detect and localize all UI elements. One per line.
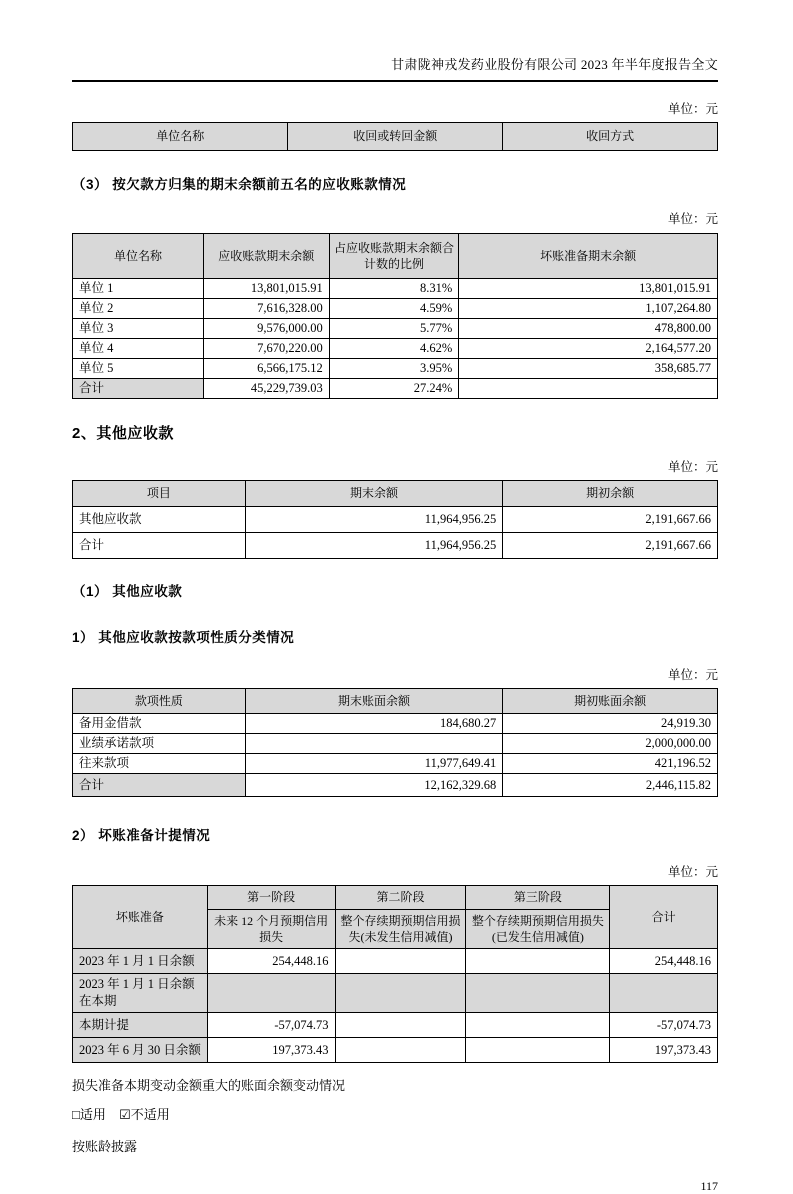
cell: 254,448.16 xyxy=(207,949,335,974)
cell: 2,446,115.82 xyxy=(503,774,718,797)
header-cell: 坏账准备期末余额 xyxy=(459,234,718,279)
table-row xyxy=(73,974,718,1013)
table-row xyxy=(73,949,718,974)
note-aging-disclosure: 按账龄披露 xyxy=(72,1139,138,1154)
cell xyxy=(466,974,610,1013)
unit-label: 单位：元 xyxy=(667,865,718,879)
table-header-row xyxy=(73,481,718,507)
cell xyxy=(335,974,466,1013)
cell: 8.31% xyxy=(329,279,459,299)
top5-receivables-table xyxy=(72,233,718,399)
row-label-cell: 单位 5 xyxy=(73,359,204,379)
cell xyxy=(207,974,335,1013)
row-label-cell: 单位 3 xyxy=(73,319,204,339)
cell: 2,191,667.66 xyxy=(503,533,718,559)
cell: -57,074.73 xyxy=(207,1013,335,1038)
unit-label: 单位：元 xyxy=(667,102,718,116)
cell: 2,164,577.20 xyxy=(459,339,718,359)
cell: 24,919.30 xyxy=(503,714,718,734)
row-label-cell: 合计 xyxy=(73,774,246,797)
not-applicable-checkbox-checked: ☑不适用 xyxy=(119,1107,170,1122)
table-row xyxy=(73,507,718,533)
cell: 358,685.77 xyxy=(459,359,718,379)
cell xyxy=(335,1013,466,1038)
header-cell: 第二阶段 xyxy=(335,886,466,910)
header-cell-corner: 坏账准备 xyxy=(73,886,208,949)
cell: 4.62% xyxy=(329,339,459,359)
table-header-row xyxy=(73,689,718,714)
header-cell: 款项性质 xyxy=(73,689,246,714)
cell: 11,964,956.25 xyxy=(245,507,502,533)
header-cell: 应收账款期末余额 xyxy=(203,234,329,279)
cell xyxy=(466,1013,610,1038)
cell: 13,801,015.91 xyxy=(203,279,329,299)
header-cell: 第一阶段 xyxy=(207,886,335,910)
header-cell: 整个存续期预期信用损失(已发生信用减值) xyxy=(466,910,610,949)
cell: 7,670,220.00 xyxy=(203,339,329,359)
cell: 3.95% xyxy=(329,359,459,379)
header-cell: 整个存续期预期信用损失(未发生信用减值) xyxy=(335,910,466,949)
cell: 13,801,015.91 xyxy=(459,279,718,299)
table-header-row xyxy=(73,234,718,279)
header-cell: 期末余额 xyxy=(245,481,502,507)
table-header-row xyxy=(73,123,718,151)
row-label-cell: 单位 1 xyxy=(73,279,204,299)
header-cell: 期初余额 xyxy=(503,481,718,507)
document-header xyxy=(72,54,718,82)
header-cell: 期初账面余额 xyxy=(503,689,718,714)
cell: 45,229,739.03 xyxy=(203,379,329,399)
cell: 2,000,000.00 xyxy=(503,734,718,754)
subsection-title-bad-debt-provision: 2） 坏账准备计提情况 xyxy=(72,828,211,843)
table-row xyxy=(73,339,718,359)
header-cell: 单位名称 xyxy=(73,123,288,151)
cell: 1,107,264.80 xyxy=(459,299,718,319)
table-row xyxy=(73,734,718,754)
table-header-row xyxy=(73,886,718,910)
cell: 12,162,329.68 xyxy=(245,774,502,797)
other-receivables-table xyxy=(72,480,718,559)
note-significant-change: 损失准备本期变动金额重大的账面余额变动情况 xyxy=(72,1078,346,1093)
table-total-row xyxy=(73,774,718,797)
row-label-cell: 2023 年 1 月 1 日余额 xyxy=(73,949,208,974)
row-label-cell: 单位 2 xyxy=(73,299,204,319)
row-label-cell: 2023 年 1 月 1 日余额在本期 xyxy=(73,974,208,1013)
cell: 6,566,175.12 xyxy=(203,359,329,379)
header-cell: 项目 xyxy=(73,481,246,507)
table-total-row xyxy=(73,533,718,559)
cell: 11,964,956.25 xyxy=(245,533,502,559)
row-label-cell: 合计 xyxy=(73,379,204,399)
cell: 421,196.52 xyxy=(503,754,718,774)
row-label-cell: 备用金借款 xyxy=(73,714,246,734)
cell: 2,191,667.66 xyxy=(503,507,718,533)
nature-classification-table xyxy=(72,688,718,797)
cell: 478,800.00 xyxy=(459,319,718,339)
header-cell: 第三阶段 xyxy=(466,886,610,910)
cell: 9,576,000.00 xyxy=(203,319,329,339)
table-row xyxy=(73,1038,718,1063)
unit-label: 单位：元 xyxy=(667,460,718,474)
row-label-cell: 单位 4 xyxy=(73,339,204,359)
row-label-cell: 本期计提 xyxy=(73,1013,208,1038)
cell xyxy=(459,379,718,399)
section-title-top5-receivables: （3） 按欠款方归集的期末余额前五名的应收账款情况 xyxy=(72,177,407,192)
header-cell: 期末账面余额 xyxy=(245,689,502,714)
table-row xyxy=(73,1013,718,1038)
subsection-title-other-receivables: （1） 其他应收款 xyxy=(72,584,183,599)
cell xyxy=(335,1038,466,1063)
row-label-cell: 2023 年 6 月 30 日余额 xyxy=(73,1038,208,1063)
cell xyxy=(466,1038,610,1063)
report-page xyxy=(72,54,718,1194)
header-cell: 单位名称 xyxy=(73,234,204,279)
table-row xyxy=(73,714,718,734)
subsection-title-nature-classification: 1） 其他应收款按款项性质分类情况 xyxy=(72,630,295,645)
cell xyxy=(245,734,502,754)
cell: 7,616,328.00 xyxy=(203,299,329,319)
bad-debt-provision-table xyxy=(72,885,718,1063)
cell: 197,373.43 xyxy=(610,1038,718,1063)
header-cell-total: 合计 xyxy=(610,886,718,949)
table-row xyxy=(73,299,718,319)
page-number: 117 xyxy=(700,1179,718,1193)
row-label-cell: 往来款项 xyxy=(73,754,246,774)
row-label-cell: 合计 xyxy=(73,533,246,559)
cell: 184,680.27 xyxy=(245,714,502,734)
row-label-cell: 其他应收款 xyxy=(73,507,246,533)
cell: -57,074.73 xyxy=(610,1013,718,1038)
cell: 27.24% xyxy=(329,379,459,399)
recovery-table xyxy=(72,122,718,151)
header-cell: 收回方式 xyxy=(503,123,718,151)
cell: 254,448.16 xyxy=(610,949,718,974)
cell: 11,977,649.41 xyxy=(245,754,502,774)
header-cell: 收回或转回金额 xyxy=(288,123,503,151)
header-cell: 占应收账款期末余额合计数的比例 xyxy=(329,234,459,279)
unit-label: 单位：元 xyxy=(667,668,718,682)
report-title: 甘肃陇神戎发药业股份有限公司 2023 年半年度报告全文 xyxy=(391,57,718,72)
cell: 4.59% xyxy=(329,299,459,319)
applicable-checkbox-unchecked: □适用 xyxy=(72,1107,106,1122)
table-row xyxy=(73,279,718,299)
cell: 5.77% xyxy=(329,319,459,339)
table-row xyxy=(73,319,718,339)
cell: 197,373.43 xyxy=(207,1038,335,1063)
table-total-row xyxy=(73,379,718,399)
header-cell: 未来 12 个月预期信用损失 xyxy=(207,910,335,949)
table-row xyxy=(73,754,718,774)
unit-label: 单位：元 xyxy=(667,212,718,226)
cell xyxy=(466,949,610,974)
table-row xyxy=(73,359,718,379)
applicability-line xyxy=(72,1104,718,1123)
row-label-cell: 业绩承诺款项 xyxy=(73,734,246,754)
cell xyxy=(335,949,466,974)
cell xyxy=(610,974,718,1013)
section-title-other-receivables: 2、其他应收款 xyxy=(72,425,174,442)
